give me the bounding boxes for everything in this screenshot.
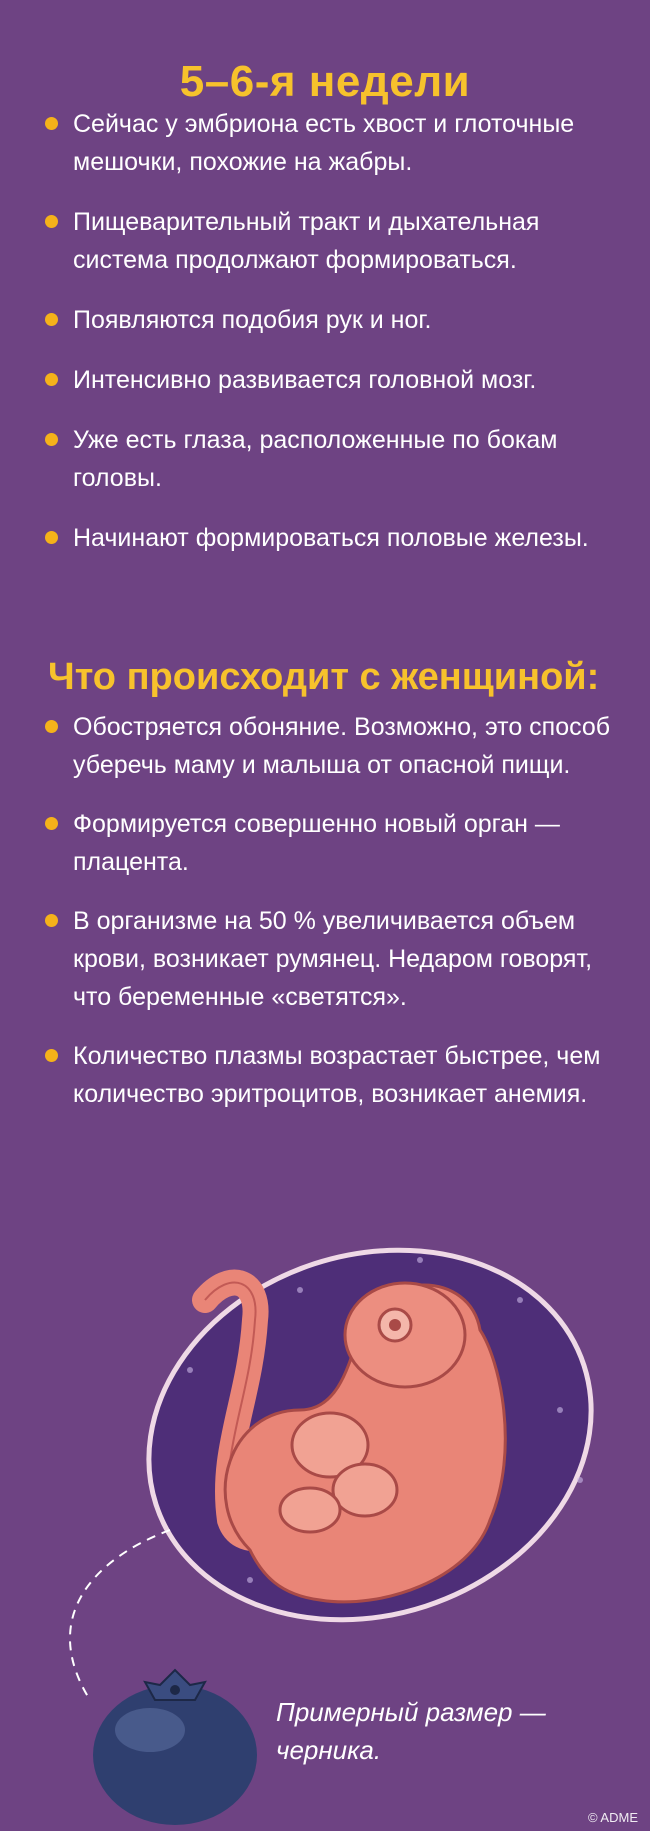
fact-text: Появляются подобия рук и ног.: [73, 306, 432, 334]
fact-text: В организме на 50 % увеличивается объем крови, возникает румянец. Недаром говорят, что беременные «светятся».: [73, 907, 593, 1011]
fact-text: Начинают формироваться половые железы.: [73, 524, 589, 552]
list-item: [45, 1037, 635, 1113]
bullet-dot-icon: [45, 1049, 58, 1062]
list-item: [45, 805, 635, 881]
bullet-dot-icon: [45, 531, 58, 544]
bullet-dot-icon: [45, 720, 58, 733]
fact-text: Обостряется обоняние. Возможно, это способ уберечь маму и малыша от опасной пищи.: [73, 713, 611, 779]
list-item: [45, 708, 635, 784]
bullet-dot-icon: [45, 215, 58, 228]
list-item: [45, 203, 635, 279]
page-title: 5–6-я недели: [179, 57, 471, 107]
fact-text: Уже есть глаза, расположенные по бокам головы.: [73, 426, 558, 492]
fact-text: Формируется совершенно новый орган — плацента.: [73, 810, 560, 876]
limb-bud: [333, 1464, 397, 1516]
bullet-dot-icon: [45, 313, 58, 326]
bullet-dot-icon: [45, 817, 58, 830]
list-item: [45, 361, 635, 399]
fact-text: Сейчас у эмбриона есть хвост и глоточные мешочки, похожие на жабры.: [73, 110, 575, 176]
fact-text: Интенсивно развивается головной мозг.: [73, 366, 537, 394]
list-item: [45, 301, 635, 339]
list-item: [45, 421, 635, 497]
size-caption: Примерный размер — черника.: [276, 1697, 546, 1765]
list-item: [45, 519, 635, 557]
bullet-dot-icon: [45, 117, 58, 130]
bullet-dot-icon: [45, 373, 58, 386]
bullet-dot-icon: [45, 433, 58, 446]
list-item: [45, 902, 635, 1016]
dashed-connector: [70, 1530, 170, 1700]
embryo-facts-list: [45, 105, 635, 579]
fact-text: Количество плазмы возрастает быстрее, чем количество эритроцитов, возникает анемия.: [73, 1042, 601, 1108]
woman-facts-list: [45, 708, 635, 1134]
fact-text: Пищеварительный тракт и дыхательная система продолжают формироваться.: [73, 208, 540, 274]
blueberry-icon: [93, 1670, 257, 1825]
copyright-credit: © ADME: [587, 1810, 638, 1825]
section-title: Что происходит с женщиной:: [48, 655, 600, 698]
list-item: [45, 105, 635, 181]
bullet-dot-icon: [45, 914, 58, 927]
